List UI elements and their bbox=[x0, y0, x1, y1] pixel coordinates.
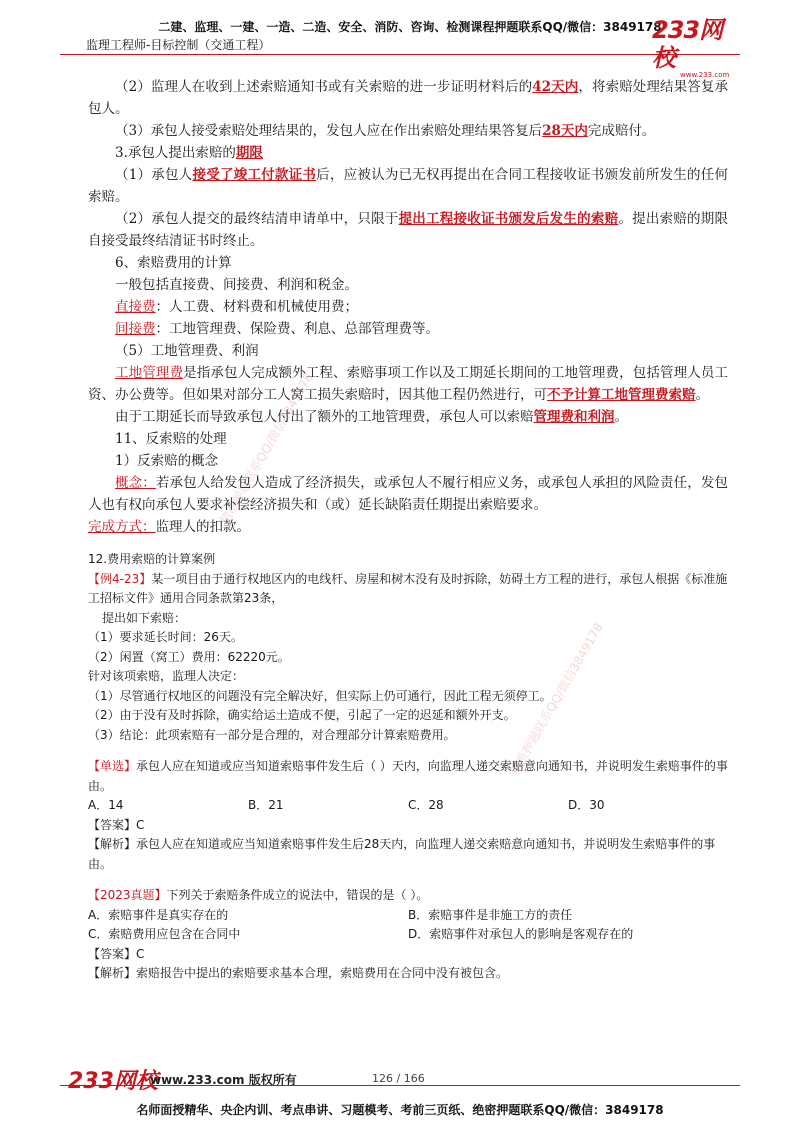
header-contact-line: 二建、监理、一建、一造、二造、安全、消防、咨询、检测课程押题联系QQ/微信：3849178 bbox=[158, 20, 662, 34]
footer-divider bbox=[60, 1085, 740, 1086]
option: B．21 bbox=[248, 798, 284, 812]
footer-logo: 233网校 bbox=[68, 1069, 158, 1094]
section-heading: 11、反索赔的处理 bbox=[115, 431, 227, 447]
option: C．28 bbox=[408, 798, 444, 812]
question-options bbox=[88, 796, 728, 816]
question-options bbox=[88, 925, 728, 945]
answer: 【答案】C bbox=[88, 946, 145, 961]
brand-logo bbox=[652, 16, 742, 79]
question-options bbox=[88, 906, 728, 926]
option: A．索赔事件是真实存在的 bbox=[88, 907, 229, 922]
option: B．索赔事件是非施工方的责任 bbox=[408, 907, 573, 922]
paragraph: （3）承包人接受索赔处理结果的，发包人应在作出索赔处理结果答复后28天内完成赔付。 bbox=[115, 123, 656, 139]
question-stem: 【2023真题】下列关于索赔条件成立的说法中，错误的是（ ）。 bbox=[88, 888, 429, 902]
logo-url: www.233.com bbox=[680, 71, 730, 79]
case-line: 提出如下索赔： bbox=[102, 610, 187, 625]
section-heading: 3.承包人提出索赔的期限 bbox=[115, 145, 263, 161]
paragraph: 工地管理费是指承包人完成额外工程、索赔事项工作以及工期延长期间的工地管理费，包括管理人员工资、办公费等。但如果对部分工人窝工损失索赔时，因其他工程仍然进行，可不予计算工地管理费索赔。 bbox=[88, 365, 728, 403]
case-line: （3）结论：此项索赔有一部分是合理的，对合理部分计算索赔费用。 bbox=[88, 727, 456, 742]
paragraph: 间接费：工地管理费、保险费、利息、总部管理费等。 bbox=[115, 321, 439, 337]
logo-text: 233网校 bbox=[652, 16, 723, 72]
case-intro: 【例4-23】某一项目由于通行权地区内的电线杆、房屋和树木没有及时拆除，妨碍土方工程的进行，承包人根据《标准施工招标文件》通用合同条款第23条， bbox=[88, 571, 728, 605]
option: D．索赔事件对承包人的影响是客观存在的 bbox=[408, 927, 634, 941]
case-line: （2）闲置（窝工）费用：62220元。 bbox=[88, 649, 290, 664]
question-stem: 【单选】承包人应在知道或应当知道索赔事件发生后（ ）天内，向监理人递交索赔意向通知书，并说明发生索赔事件的事由。 bbox=[88, 759, 728, 793]
paragraph: 由于工期延长而导致承包人付出了额外的工地管理费，承包人可以索赔管理费和利润。 bbox=[115, 409, 628, 425]
section-heading: （5）工地管理费、利润 bbox=[115, 343, 259, 359]
document-subtitle: 监理工程师-目标控制（交通工程） bbox=[86, 38, 271, 52]
answer: 【答案】C bbox=[88, 817, 145, 832]
footer-copyright: www.233.com 版权所有 bbox=[150, 1073, 297, 1087]
section-heading: 6、索赔费用的计算 bbox=[115, 255, 232, 271]
section-heading: 1）反索赔的概念 bbox=[115, 453, 219, 469]
paragraph: 概念：若承包人给发包人造成了经济损失，或承包人不履行相应义务，或承包人承担的风险责任，发包人也有权向承包人要求补偿经济损失和（或）延长缺陷责任期提出索赔要求。 bbox=[88, 475, 728, 513]
option: A．14 bbox=[88, 798, 124, 812]
paragraph: （1）承包人接受了竣工付款证书后，应被认为已无权再提出在合同工程接收证书颁发前所发生的任何索赔。 bbox=[88, 167, 729, 205]
header-divider bbox=[60, 54, 740, 55]
case-line: （2）由于没有及时拆除，确实给运土造成不便，引起了一定的迟延和额外开支。 bbox=[88, 708, 516, 722]
option: D．30 bbox=[568, 798, 605, 812]
page-number: 126 / 166 bbox=[372, 1072, 425, 1085]
case-title: 12.费用索赔的计算案例 bbox=[88, 552, 216, 566]
case-line: （1）尽管通行权地区的问题没有完全解决好，但实际上仍可通行，因此工程无须停工。 bbox=[88, 688, 552, 703]
page-content bbox=[88, 76, 728, 984]
case-line: （1）要求延长时间：26天。 bbox=[88, 630, 243, 644]
paragraph: （2）监理人在收到上述索赔通知书或有关索赔的进一步证明材料后的42天内，将索赔处理结果答复承包人。 bbox=[88, 79, 729, 117]
case-line: 针对该项索赔，监理人决定： bbox=[88, 669, 245, 683]
option: C．索赔费用应包含在合同中 bbox=[88, 927, 241, 941]
analysis: 【解析】索赔报告中提出的索赔要求基本合理，索赔费用在合同中没有被包含。 bbox=[88, 966, 509, 980]
paragraph: 一般包括直接费、间接费、利润和税金。 bbox=[115, 277, 358, 293]
watermark: 精准押题联系QQ/微信3849178 bbox=[507, 620, 606, 777]
analysis: 【解析】承包人应在知道或应当知道索赔事件发生后28天内，向监理人递交索赔意向通知书，并说明发生索赔事件的事由。 bbox=[88, 837, 716, 871]
paragraph: 直接费：人工费、材料费和机械使用费； bbox=[115, 299, 358, 315]
watermark: 精准押题联系QQ/微信3849178 bbox=[217, 370, 316, 527]
paragraph: （2）承包人提交的最终结清申请单中，只限于提出工程接收证书颁发后发生的索赔。提出索赔的期限自接受最终结清证书时终止。 bbox=[88, 211, 729, 249]
footer-contact-line: 名师面授精华、央企内训、考点串讲、习题模考、考前三页纸、绝密押题联系QQ/微信：3849178 bbox=[136, 1103, 664, 1117]
paragraph: 完成方式：监理人的扣款。 bbox=[88, 519, 250, 535]
